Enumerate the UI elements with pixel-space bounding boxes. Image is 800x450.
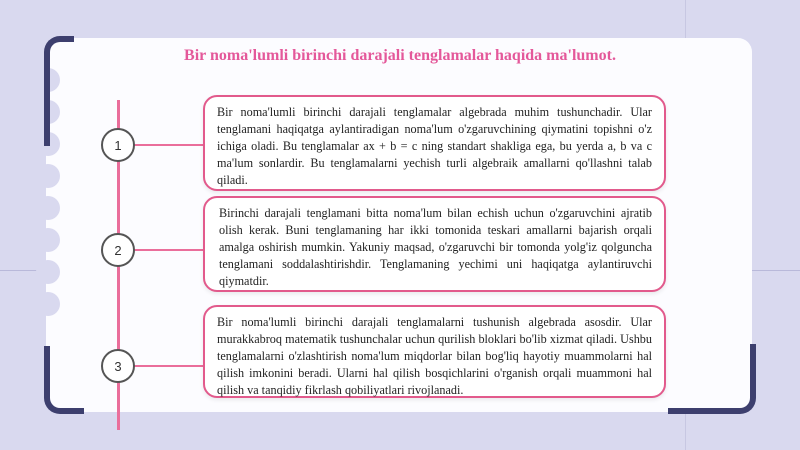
- timeline-node-3: 3: [101, 349, 135, 383]
- info-card-text: Bir noma'lumli birinchi darajali tenglamalarni tushunish algebrada asosdir. Ular murakkabroq matematik tushunchalar uchun qurilish bloklari bo'lib xizmat qiladi. Ushbu tenglamalarni o'zlashtirish noma'lum miqdorlar bilan bog'liq hayotiy muammolarni hal qilish imkonini beradi. Ularni hal qilish bosqichlarini o'rganish orqali muammoni hal qilish va tanqidiy fikrlash qobiliyatlari rivojlanadi.: [217, 315, 652, 397]
- info-card-text: Birinchi darajali tenglamani bitta noma'lum bilan echish uchun o'zgaruvchini ajratib olish kerak. Buni tenglamaning har ikki tomonida teskari amallarni bajarish orqali amalga oshirish mumkin. Yakuniy maqsad, o'zgaruvchi bir tomonda yolg'iz qolguncha tenglamani soddalashtirishdir. Tenglamaning yechimi uni haqiqatga aylantiruvchi qiymatdir.: [219, 206, 652, 288]
- timeline-node-2: 2: [101, 233, 135, 267]
- sheet-notch: [36, 228, 60, 252]
- sheet-notch: [36, 196, 60, 220]
- page-title: Bir noma'lumli birinchi darajali tenglamalar haqida ma'lumot.: [184, 47, 616, 64]
- info-card-2: [203, 196, 666, 292]
- info-card-3: [203, 305, 666, 398]
- timeline-connector: [134, 365, 204, 367]
- corner-bracket-bottom-right: [668, 344, 756, 414]
- sheet-notch: [36, 260, 60, 284]
- timeline-connector: [134, 249, 204, 251]
- sheet-notch: [36, 292, 60, 316]
- info-card-1: [203, 95, 666, 191]
- info-card-text: Bir noma'lumli birinchi darajali tenglamalar algebrada muhim tushunchadir. Ular tenglamani haqiqatga aylantiradigan noma'lum o'zgaruvchining qiymatini topishni o'z ichiga oladi. Bu tenglamalar ax + b = c ning standart shakliga ega, bu yerda a, b va c ma'lum sonlardir. Bu tenglamalarni yechish turli algebraik amallarni qo'llashni talab qiladi.: [217, 105, 652, 187]
- timeline-connector: [134, 144, 204, 146]
- corner-bracket-bottom-left: [44, 346, 84, 414]
- sheet-notch: [36, 164, 60, 188]
- timeline-node-1: 1: [101, 128, 135, 162]
